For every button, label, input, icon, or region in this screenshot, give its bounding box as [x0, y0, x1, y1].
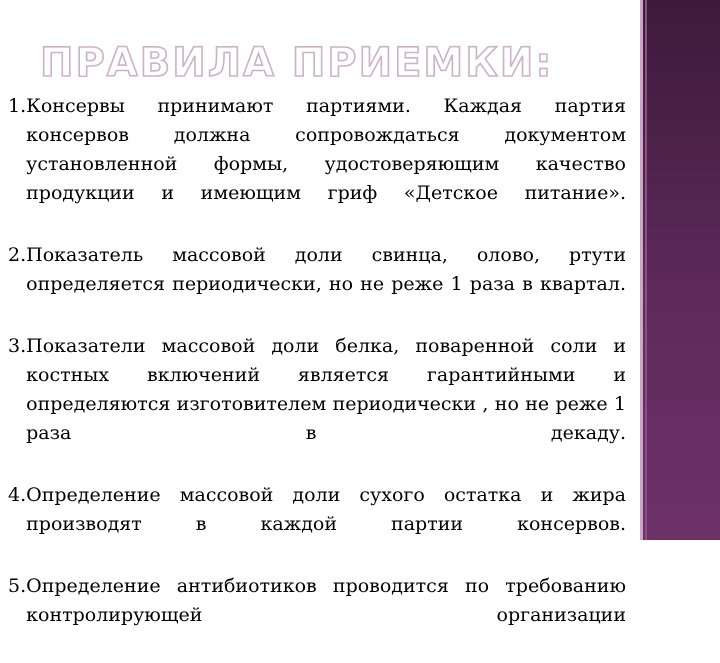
- list-item: [8, 481, 626, 568]
- item-text: Консервы принимают партиями. Каждая партия консервов должна сопровождаться документом установленной формы, удостоверяющим качество продукции и имеющим гриф «Детское питание».: [26, 95, 626, 204]
- list-item: [8, 572, 626, 659]
- item-text: Показатели массовой доли белка, поваренной соли и костных включений является гарантийными и определяются изготовителем периодически , но не реже 1 раза в декаду.: [26, 335, 626, 444]
- list-item: [8, 241, 626, 328]
- item-text: Определение антибиотиков проводится по требованию контролирующей организации: [26, 575, 626, 626]
- slide-title: ПРАВИЛА ПРИЕМКИ:: [40, 40, 554, 86]
- item-number: 1.: [8, 95, 27, 117]
- decorative-side-strip: [640, 0, 720, 540]
- item-number: 3.: [8, 335, 27, 357]
- list-item: [8, 332, 626, 477]
- rules-list: [8, 92, 626, 663]
- item-number: 2.: [8, 244, 27, 266]
- item-number: 4.: [8, 484, 27, 506]
- item-text: Показатель массовой доли свинца, олово, ртути определяется периодически, но не реже 1 раза в квартал.: [26, 244, 626, 295]
- item-text: Определение массовой доли сухого остатка и жира производят в каждой партии консервов.: [26, 484, 626, 535]
- list-item: [8, 92, 626, 237]
- item-number: 5.: [8, 575, 27, 597]
